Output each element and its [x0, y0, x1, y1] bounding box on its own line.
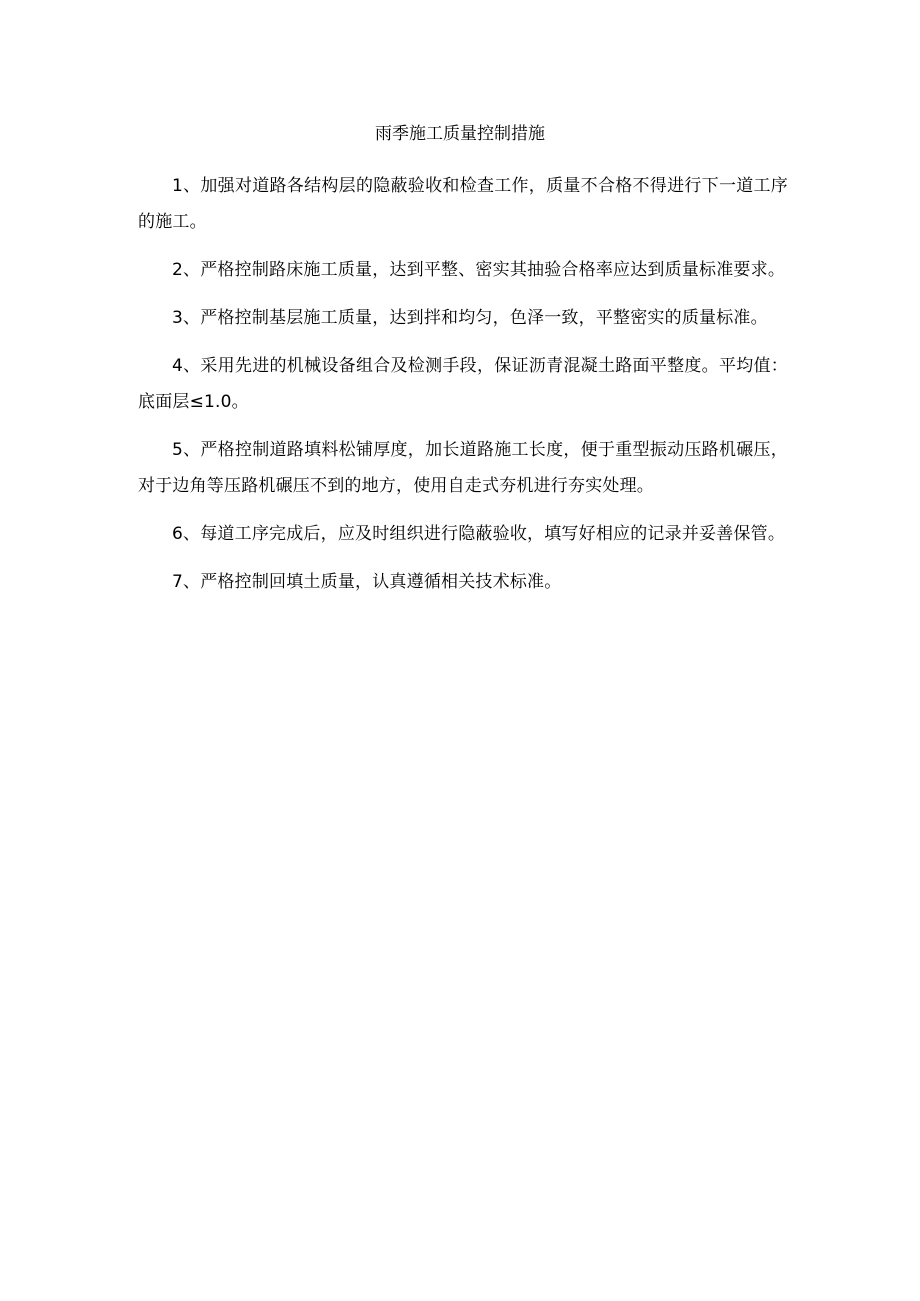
- paragraph-6: 6、每道工序完成后，应及时组织进行隐蔽验收，填写好相应的记录并妥善保管。: [172, 524, 786, 544]
- paragraph-3: 3、严格控制基层施工质量，达到拌和均匀，色泽一致，平整密实的质量标准。: [172, 308, 768, 328]
- paragraph-1: 1、加强对道路各结构层的隐蔽验收和检查工作，质量不合格不得进行下一道工序的施工。: [138, 176, 788, 232]
- document-title: 雨季施工质量控制措施: [375, 124, 545, 144]
- paragraph-2: 2、严格控制路床施工质量，达到平整、密实其抽验合格率应达到质量标准要求。: [172, 260, 786, 280]
- paragraph-4: 4、采用先进的机械设备组合及检测手段，保证沥青混凝土路面平整度。平均值：底面层≤1.0。: [138, 356, 788, 412]
- paragraph-7: 7、严格控制回填土质量，认真遵循相关技术标准。: [172, 572, 562, 592]
- paragraph-5: 5、严格控制道路填料松铺厚度，加长道路施工长度，便于重型振动压路机碾压，对于边角等压路机碾压不到的地方，使用自走式夯机进行夯实处理。: [138, 440, 788, 496]
- document-body: [138, 168, 788, 612]
